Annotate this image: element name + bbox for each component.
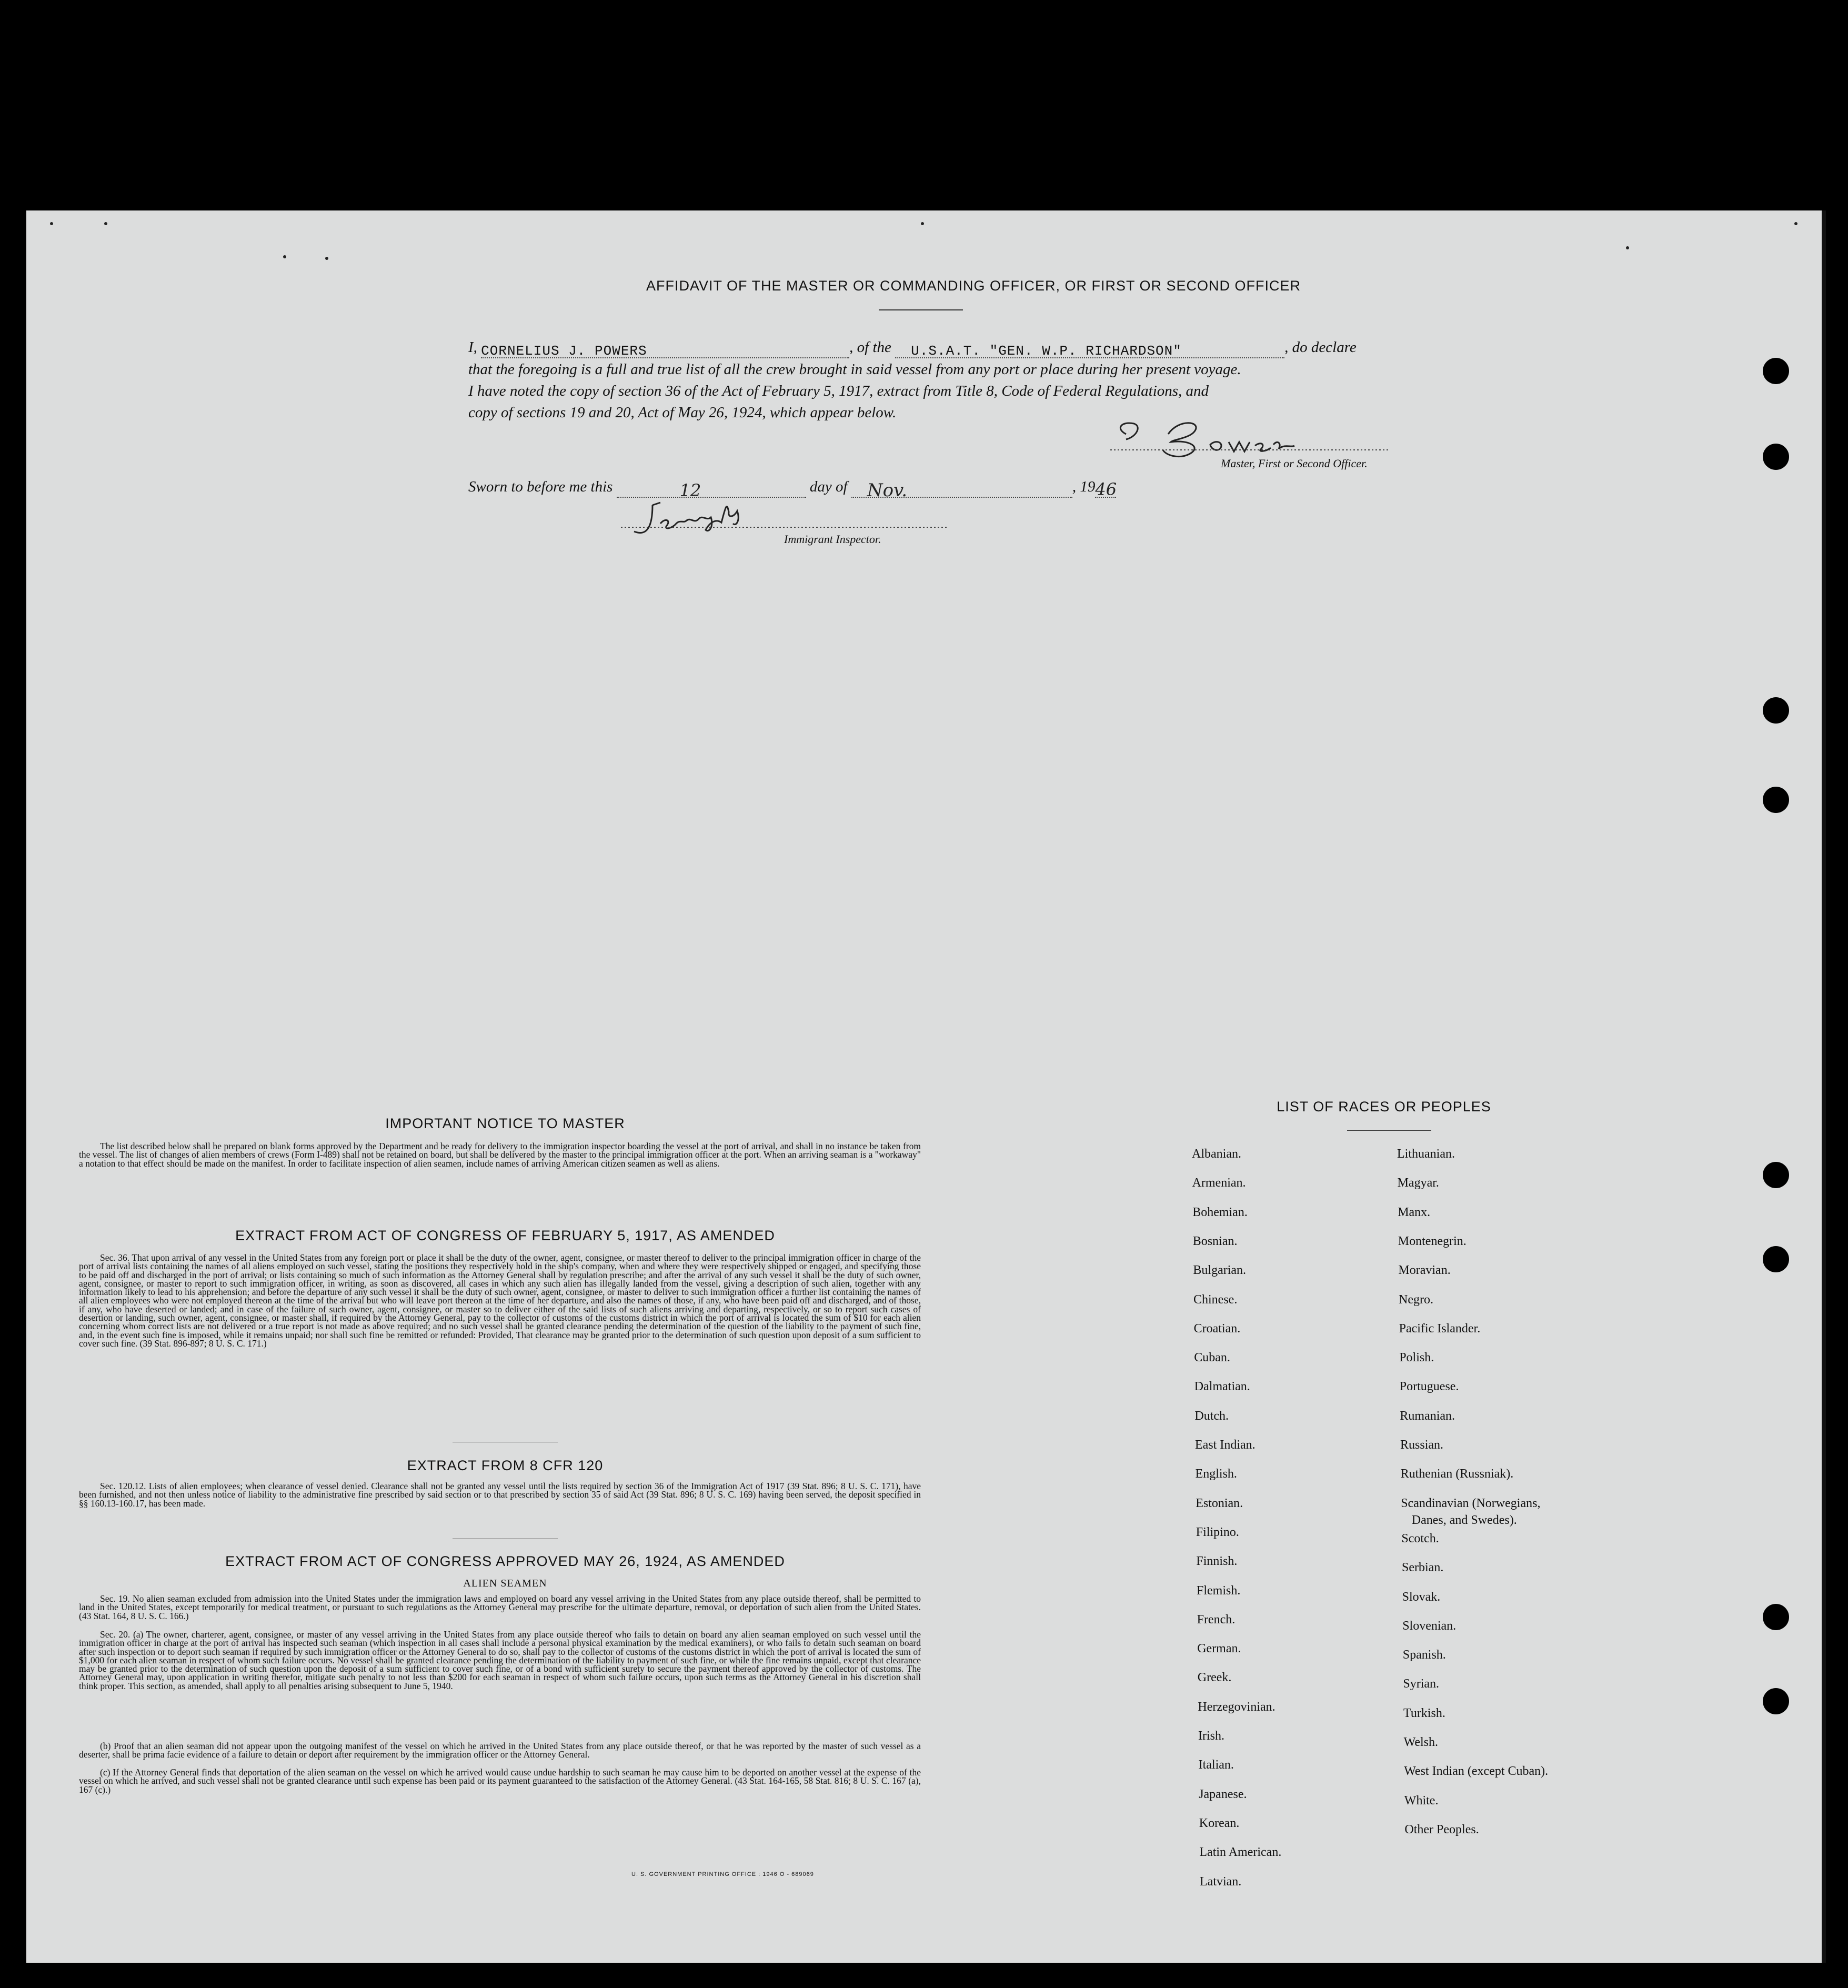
- race-item: Bosnian.: [1192, 1234, 1238, 1248]
- do-declare-label: , do declare: [1284, 339, 1357, 356]
- race-item: Rumanian.: [1400, 1409, 1455, 1423]
- vessel-name-field: [895, 339, 1284, 358]
- speck: [50, 222, 53, 225]
- extract-1924-sec20c: (c) If the Attorney General finds that deportation of the alien seaman on the vessel on which he arrived would cause undue hardship to such seaman he may cause him to be deported on another vessel at the expense of the vessel on which he arrived, and such vessel shall not be granted clearance until such expense has been paid or its payment guaranteed to the satisfaction of the Attorney General. (43 Stat. 164-165, 58 Stat. 816; 8 U. S. C. 167 (a), 167 (c).): [79, 1767, 921, 1795]
- punch-hole: [1763, 1246, 1789, 1272]
- race-item: Scotch.: [1401, 1531, 1439, 1545]
- speck: [325, 257, 328, 260]
- race-item: Montenegrin.: [1398, 1234, 1467, 1248]
- speck: [1794, 222, 1797, 225]
- race-item: Syrian.: [1403, 1677, 1440, 1691]
- races-title: LIST OF RACES OR PEOPLES: [1277, 1099, 1491, 1115]
- sworn-year: 46: [1095, 479, 1117, 499]
- race-item: German.: [1197, 1642, 1241, 1656]
- master-name: CORNELIUS J. POWERS: [481, 343, 647, 359]
- extract-1924-sec20b: (b) Proof that an alien seaman did not appear upon the outgoing manifest of the vessel on which he arrived in the United States from any place outside thereof, or that he was reported by the master of such vessel as a deserter, shall be prima facie evidence of a failure to detain or deport after requirement by the immigration officer or the Attorney General.: [79, 1741, 921, 1760]
- race-item: Ruthenian (Russniak).: [1400, 1467, 1514, 1481]
- extract-1917-title: EXTRACT FROM ACT OF CONGRESS OF FEBRUARY 5, 1917, AS AMENDED: [235, 1228, 775, 1243]
- declaration-line-1: [468, 337, 1357, 358]
- race-item: Latin American.: [1199, 1845, 1282, 1860]
- declaration-line-3: I have noted the copy of section 36 of the Act of February 5, 1917, extract from Title 8, Code of Federal Regulations, and: [468, 383, 1209, 399]
- printing-office-footer: U. S. GOVERNMENT PRINTING OFFICE : 1946 O - 689069: [631, 1871, 814, 1877]
- affidavit-title: AFFIDAVIT OF THE MASTER OR COMMANDING OFFICER, OR FIRST OR SECOND OFFICER: [646, 278, 1301, 294]
- race-item: French.: [1197, 1612, 1236, 1626]
- race-item: Moravian.: [1398, 1263, 1451, 1278]
- punch-hole: [1763, 1604, 1789, 1630]
- master-name-field: [481, 339, 849, 358]
- race-item: Estonian.: [1196, 1496, 1243, 1510]
- notice-text: The list described below shall be prepared on blank forms approved by the Department and be ready for delivery to the immigration inspector boarding the vessel at the port of arrival, and shall in no instance be taken from the vessel. The list of changes of alien members of crews (Form I-489) shall not be retained on board, but shall be delivered by the master to the principal immigration officer at the port. When an arriving seaman is a "workaway" a notation to that effect should be made on the manifest. In order to facilitate inspection of alien seamen, include names of arriving American citizen seamen as well as aliens.: [79, 1141, 921, 1169]
- race-item: Italian.: [1198, 1758, 1234, 1772]
- alien-seamen-subtitle: ALIEN SEAMEN: [463, 1578, 547, 1589]
- race-item: Dalmatian.: [1194, 1380, 1250, 1394]
- affidavit-title-rule: [879, 309, 963, 310]
- form-page: [26, 210, 1826, 1963]
- year-prefix: , 19: [1072, 478, 1096, 495]
- race-item: Portuguese.: [1399, 1380, 1459, 1394]
- race-item: Latvian.: [1200, 1874, 1242, 1889]
- speck: [1626, 246, 1629, 249]
- race-item: Serbian.: [1402, 1561, 1444, 1575]
- race-item: Irish.: [1198, 1729, 1224, 1743]
- extract-1924-title: EXTRACT FROM ACT OF CONGRESS APPROVED MAY 26, 1924, AS AMENDED: [225, 1553, 785, 1569]
- race-item: Dutch.: [1194, 1409, 1229, 1423]
- sworn-label: Sworn to before me this: [468, 478, 613, 495]
- punch-hole: [1763, 787, 1789, 813]
- race-item: Bohemian.: [1192, 1205, 1248, 1219]
- race-item: Spanish.: [1402, 1648, 1446, 1662]
- race-item: Polish.: [1399, 1351, 1434, 1365]
- race-item: White.: [1404, 1793, 1439, 1808]
- sworn-day: 12: [679, 480, 701, 500]
- master-signature: [1110, 413, 1384, 460]
- race-item: Danes, and Swedes).: [1411, 1513, 1517, 1527]
- punch-hole: [1763, 1162, 1789, 1188]
- notice-title: IMPORTANT NOTICE TO MASTER: [385, 1116, 625, 1131]
- declaration-line-4: copy of sections 19 and 20, Act of May 26, 1924, which appear below.: [468, 404, 897, 421]
- race-item: Korean.: [1199, 1816, 1240, 1830]
- extract-cfr-text: Sec. 120.12. Lists of alien employees; when clearance of vessel denied. Clearance shall not be granted any vessel until the lists required by section 36 of the Immigration Act of 1917 (39 Stat. 896; 8 U. S. C. 171), have been furnished, and not then unless notice of liability to the administrative fine prescribed by said section or to that prescribed by section 35 of said Act (39 Stat. 896; 8 U. S. C. 169) having been served, the deposit specified in §§ 160.13-160.17, has been made.: [79, 1481, 921, 1509]
- extract-cfr-title: EXTRACT FROM 8 CFR 120: [407, 1458, 604, 1473]
- race-item: Armenian.: [1192, 1176, 1246, 1190]
- master-signature-caption: Master, First or Second Officer.: [1221, 457, 1368, 470]
- races-title-rule: [1347, 1130, 1431, 1131]
- race-item: Manx.: [1398, 1205, 1431, 1219]
- speck: [283, 255, 286, 258]
- i-label: I,: [468, 339, 477, 356]
- vessel-name: U.S.A.T. "GEN. W.P. RICHARDSON": [911, 343, 1182, 359]
- race-item: Japanese.: [1199, 1787, 1247, 1801]
- race-item: Filipino.: [1196, 1525, 1239, 1539]
- punch-hole: [1763, 697, 1789, 724]
- race-item: Finnish.: [1196, 1554, 1238, 1569]
- punch-hole: [1763, 358, 1789, 384]
- race-item: Slovenian.: [1402, 1619, 1457, 1633]
- race-item: Slovak.: [1402, 1590, 1441, 1604]
- race-item: Chinese.: [1193, 1292, 1238, 1307]
- punch-hole: [1763, 444, 1789, 470]
- race-item: West Indian (except Cuban).: [1404, 1764, 1549, 1779]
- speck: [921, 222, 924, 225]
- race-item: English.: [1195, 1467, 1237, 1481]
- speck: [104, 222, 107, 225]
- race-item: Greek.: [1197, 1671, 1232, 1685]
- day-of-label: day of: [809, 478, 848, 495]
- punch-hole: [1763, 1688, 1789, 1714]
- extract-1917-text: Sec. 36. That upon arrival of any vessel in the United States from any foreign port or place it shall be the duty of the owner, agent, consignee, or master thereof to deliver to the principal immigration officer in charge of the port of arrival lists containing the names of all aliens employed on such vessel, stating the positions they respectively hold in the ship's company, when and where they were respectively shipped or engaged, and specifying those to be paid off and discharged in the port of arrival; or lists containing so much of such information as the Attorney General shall by regulation prescribe; and after the arrival of any such vessel it shall be the duty of such owner, agent, consignee, or master to report to such immigration officer, in writing, as soon as discovered, all cases in which any such alien has illegally landed from the vessel, giving a description of such alien, together with any information likely to lead to his apprehension; and before the departure of any such vessel it shall be the duty of such owner, agent, consignee, or master to deliver to such immigration officer a further list containing the names of all alien employees who were not employed thereon at the time of the arrival but who will leave port thereon at the time of her departure, and also the names of those, if any, who have been paid off and discharged, and of those, if any, who have deserted or landed; and in case of the failure of such owner, agent, consignee, or master so to deliver either of the said lists of such aliens arriving and departing, respectively, or so to report such cases of desertion or landing, such owner, agent, consignee, or master shall, if required by the Attorney General, pay to the collector of customs of the customs district in which the port of arrival is located the sum of $10 for each alien concerning whom correct lists are not delivered or a true report is not made as above required; and no such vessel shall be granted clearance pending the determination of the question of the liability to the payment of such fine, and, in the event such fine is imposed, while it remains unpaid; nor shall such fine be remitted or refunded: Provided, That clearance may be granted prior to the determination of such question upon deposit of a sum sufficient to cover such fine. (39 Stat. 896-897; 8 U. S. C. 171.): [79, 1252, 921, 1349]
- race-item: Turkish.: [1403, 1706, 1445, 1720]
- declaration-line-2: that the foregoing is a full and true list of all the crew brought in said vessel from any port or place during her present voyage.: [468, 361, 1241, 378]
- race-item: Negro.: [1399, 1292, 1433, 1307]
- race-item: Scandinavian (Norwegians,: [1401, 1496, 1541, 1510]
- race-item: Flemish.: [1197, 1583, 1241, 1598]
- race-item: Russian.: [1400, 1438, 1444, 1452]
- race-item: Magyar.: [1397, 1176, 1439, 1190]
- race-item: Pacific Islander.: [1399, 1321, 1481, 1336]
- sworn-month: Nov.: [867, 480, 908, 501]
- race-item: Cuban.: [1194, 1351, 1230, 1365]
- race-item: Lithuanian.: [1397, 1147, 1455, 1161]
- race-item: Other Peoples.: [1404, 1822, 1479, 1836]
- extract-1924-sec20a: Sec. 20. (a) The owner, charterer, agent, consignee, or master of any vessel arriving in the United States from any place outside thereof who fails to detain on board any alien seaman employed on such vessel until the immigration officer in charge at the port of arrival has inspected such seaman (which inspection in all cases shall include a personal physical examination by the medical examiners), or who fails to detain such seaman on board after such inspection or to deport such seaman if required by such immigration officer or the Attorney General to do so, shall pay to the collector of customs of the customs district in which the port of arrival is located the sum of $1,000 for each alien seaman in respect of whom such failure occurs. No vessel shall be granted clearance pending the determination of the liability to payment of such fine, or while the fine remains unpaid, except that clearance may be granted prior to the determination of such question upon the deposit of a sum sufficient to cover such fine, or of a bond with sufficient surety to secure the payment thereof approved by the collector of customs. The Attorney General may, upon application in writing therefor, mitigate such penalty to not less than $200 for each seaman in respect of whom such failure occurs, upon such terms as the Attorney General in his discretion shall think proper. This section, as amended, shall apply to all penalties arising subsequent to June 5, 1940.: [79, 1629, 921, 1691]
- race-item: Herzegovinian.: [1198, 1700, 1275, 1714]
- race-item: Croatian.: [1193, 1321, 1241, 1336]
- race-item: Welsh.: [1403, 1735, 1438, 1749]
- extract-1924-sec19: Sec. 19. No alien seaman excluded from admission into the United States under the immigration laws and employed on board any vessel arriving in the United States from any place outside thereof, shall be permitted to land in the United States, except temporarily for medical treatment, or pursuant to such regulations as the Attorney General may prescribe for the ultimate departure, removal, or deportation of such alien from the United States. (43 Stat. 164, 8 U. S. C. 166.): [79, 1593, 921, 1621]
- race-item: Bulgarian.: [1193, 1263, 1247, 1278]
- race-item: East Indian.: [1195, 1438, 1256, 1452]
- year-field: [1095, 479, 1116, 498]
- of-the-label: , of the: [849, 339, 891, 356]
- inspector-caption: Immigrant Inspector.: [784, 533, 881, 546]
- race-item: Albanian.: [1192, 1147, 1241, 1161]
